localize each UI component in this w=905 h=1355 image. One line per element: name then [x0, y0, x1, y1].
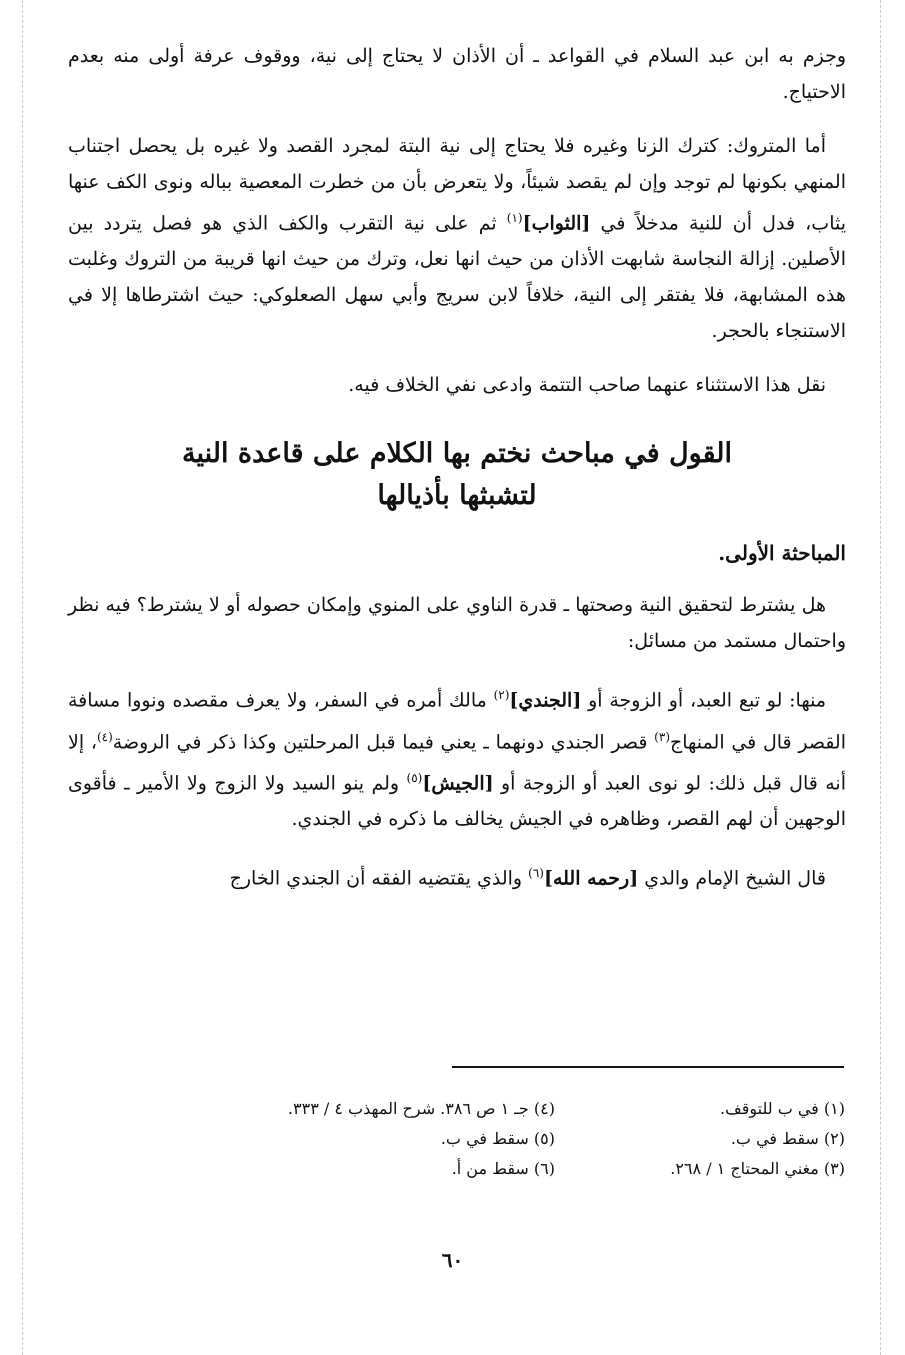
- paragraph-5-text-e: ، إلا أنه قال قبل ذلك: لو نوى العبد أو الزوجة أو: [68, 730, 846, 795]
- footnote-4: (٤) جـ ١ ص ٣٨٦. شرح المهذب ٤ / ٣٣٣.: [287, 1099, 555, 1118]
- paragraph-5: [68, 677, 846, 837]
- paragraph-5-text-f: ولم ينو السيد ولا الزوج ولا الأمير ـ فأقوى الوجهين أن لهم القصر، وظاهره في الجيش يخالف ما ذكره في الجندي.: [68, 772, 846, 831]
- bracketed-term-jundi: [الجندي]: [509, 689, 582, 712]
- subheading: المباحثة الأولى.: [718, 541, 846, 566]
- footnote-6: (٦) سقط من أ.: [451, 1159, 555, 1178]
- paragraph-6-text-c: والذي يقتضيه الفقه أن الجندي الخارج: [229, 867, 529, 890]
- footnote-ref-5: (٥): [406, 770, 423, 785]
- paragraph-1: وجزم به ابن عبد السلام في القواعد ـ أن الأذان لا يحتاج إلى نية، ووقوف عرفة أولى منه بعدم الاحتياج.: [68, 45, 846, 103]
- footnote-ref-6: (٦): [528, 866, 544, 881]
- footnotes-right-column: [585, 1094, 845, 1184]
- footnote-5: (٥) سقط في ب.: [440, 1129, 555, 1148]
- paragraph-2-text-b: ثم على نية التقرب والكف الذي هو فصل يتردد بين الأصلين. إزالة النجاسة شابهت الأذان من حيث انها نعل، وترك من حيث انها قريبة من التروك وغلبت هذه المشابهة، فلا يفتقر إلى النية، خلافاً لابن سريج وأبي سهل الصعلوكي: حيث اشترطاها إلا في الاستنجاء بالحجر.: [68, 212, 846, 343]
- page-edge-left: [22, 0, 23, 1355]
- paragraph-3: نقل هذا الاستثناء عنهما صاحب التتمة وادعى نفي الخلاف فيه.: [348, 374, 826, 397]
- footnote-3: (٣) مغني المحتاج ١ / ٢٦٨.: [670, 1159, 845, 1178]
- footnote-2: (٢) سقط في ب.: [730, 1129, 845, 1148]
- footnote-separator: [452, 1066, 844, 1068]
- section-heading: القول في مباحث نختم بها الكلام على قاعدة النية لتشبثها بأذيالها: [182, 438, 732, 512]
- main-text: [68, 38, 846, 915]
- paragraph-6-text-a: قال الشيخ الإمام والدي: [638, 867, 826, 890]
- bracketed-term-rahimahu: [رحمه الله]: [543, 867, 639, 890]
- paragraph-4: هل يشترط لتحقيق النية وصحتها ـ قدرة الناوي على المنوي وإمكان حصوله أو لا يشترط؟ فيه نظر واحتمال مستمد من مسائل:: [68, 594, 846, 653]
- bracketed-term-thawab: [الثواب]: [522, 212, 591, 235]
- footnote-ref-1: (١): [506, 211, 523, 225]
- footnote-ref-3: (٣): [654, 729, 670, 744]
- footnote-ref-4: (٤): [96, 729, 113, 744]
- bracketed-term-jaysh: [الجيش]: [422, 772, 494, 795]
- paragraph-5-text-d: قصر الجندي دونهما ـ يعني فيما قبل المرحلتين وكذا ذكر في الروضة: [112, 730, 655, 753]
- footnote-1: (١) في ب للتوقف.: [720, 1099, 845, 1118]
- paragraph-5-text-a: منها: لو تبع العبد، أو الزوجة أو: [581, 689, 827, 712]
- page-edge-right: [880, 0, 881, 1355]
- page-number: ٦٠: [441, 1248, 464, 1272]
- paragraph-2-text-a: أما المتروك: كترك الزنا وغيره فلا يحتاج إلى نية البتة لمجرد القصد ولا غيره بل يحصل اجتناب المنهي بكونها لم توجد وإن لم يقصد شيئاً، ولا يتعرض بأن من خطرت المعصية بباله ونوى الكف عنها يثاب، فدل أن للنية مدخلاً في: [68, 135, 847, 235]
- footnote-ref-2: (٢): [493, 688, 510, 703]
- paragraph-6: [68, 855, 846, 896]
- paragraph-2: [68, 128, 846, 349]
- footnotes-left-column: [225, 1094, 555, 1184]
- paragraph-5-text-c: مالك أمره في السفر، ولا يعرف مقصده ونووا مسافة القصر قال في المنهاج: [68, 689, 846, 753]
